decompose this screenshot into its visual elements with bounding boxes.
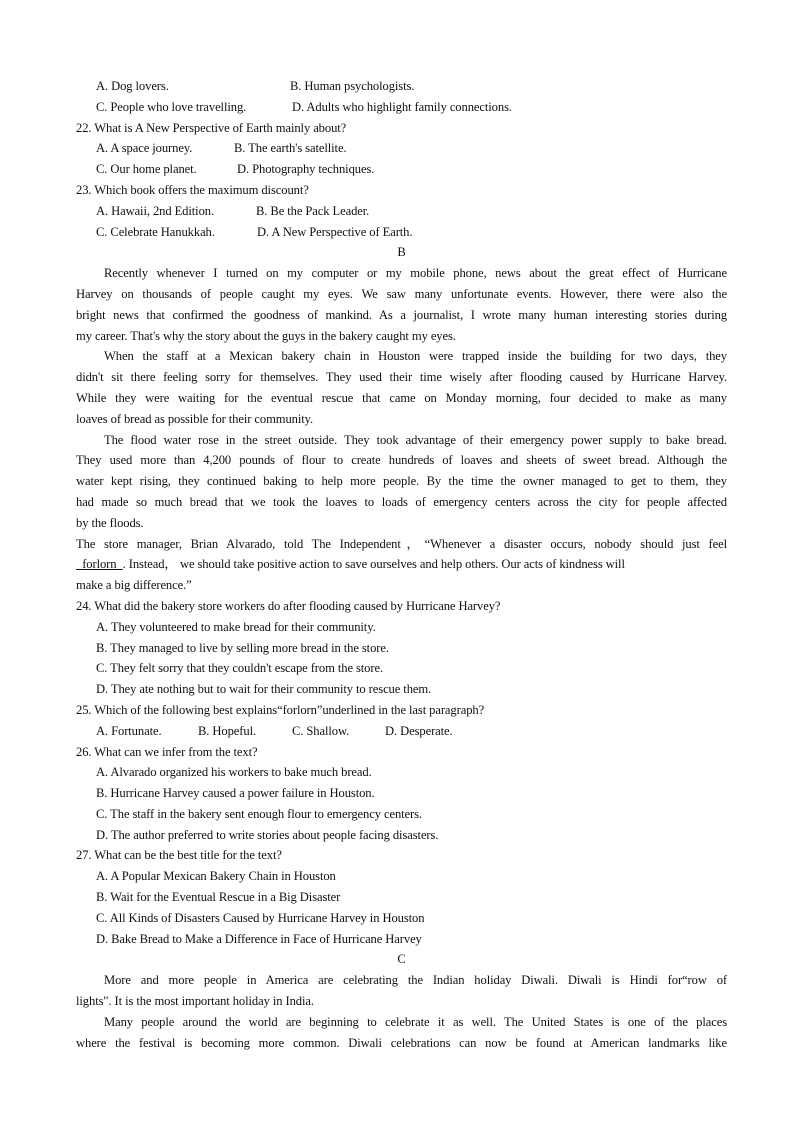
exam-page [76, 76, 727, 1053]
passage-b-p2-line-4: loaves of bread as possible for their community. [76, 411, 314, 426]
passage-c-p2-line-1: Many people around the world are beginning to celebrate it as well. The United States is one of the places [104, 1014, 727, 1029]
q23-option-c: C. Celebrate Hanukkah. [96, 224, 215, 239]
passage-b-p2-line-3: While they were waiting for the eventual rescue that came on Monday morning, four decided to make as many [76, 390, 727, 405]
q26-option-d: D. The author preferred to write stories about people facing disasters. [96, 827, 439, 842]
q24-option-c: C. They felt sorry that they couldn't escape from the store. [96, 661, 384, 676]
q22-option-d: D. Photography techniques. [237, 162, 375, 177]
passage-b-p1-line-3: bright news that confirmed the goodness of mankind. As a journalist, I wrote many human interesting stories during [76, 307, 727, 322]
q21-option-d: D. Adults who highlight family connections. [292, 99, 512, 114]
q26-stem: 26. What can we infer from the text? [76, 744, 258, 759]
passage-b-p1-line-1: Recently whenever I turned on my computer or my mobile phone, news about the great effect of Hurricane [104, 266, 727, 281]
q22-option-b: B. The earth's satellite. [234, 141, 347, 156]
passage-b-p3-line-2: They used more than 4,200 pounds of flour to create hundreds of loaves and sheets of sweet bread. Although the [76, 453, 727, 468]
passage-b-p1-line-2: Harvey on thousands of people caught my eyes. We saw many unfortunate events. However, there were also the [76, 286, 727, 301]
q21-options-row-2 [76, 97, 727, 118]
q25-options-row [76, 721, 727, 742]
q23-options-row-2 [76, 222, 727, 243]
passage-b-p2-line-1: When the staff at a Mexican bakery chain in Houston were trapped inside the building for two days, they [104, 349, 727, 364]
q27-option-d: D. Bake Bread to Make a Difference in Face of Hurricane Harvey [96, 931, 422, 946]
q21-option-b: B. Human psychologists. [290, 79, 415, 93]
passage-b-p2-line-2: didn't sit there feeling sorry for themselves. They used their time wisely after flooding caused by Hurricane Harvey. [76, 370, 727, 385]
q21-option-a: A. Dog lovers. [96, 79, 169, 93]
q23-stem: 23. Which book offers the maximum discount? [76, 182, 309, 197]
underlined-word-forlorn: _forlorn_ [76, 557, 123, 572]
q23-option-a: A. Hawaii, 2nd Edition. [96, 203, 215, 218]
section-c-heading: C [397, 952, 406, 967]
q21-options-row-1 [76, 76, 727, 97]
q22-option-a: A. A space journey. [96, 141, 193, 156]
q25-option-a: A. Fortunate. [96, 723, 162, 738]
q21-option-c: C. People who love travelling. [96, 99, 247, 114]
q27-option-c: C. All Kinds of Disasters Caused by Hurricane Harvey in Houston [96, 910, 425, 925]
passage-c-p1-line-1: More and more people in America are celebrating the Indian holiday Diwali. Diwali is Hindi for“row of [104, 973, 727, 988]
passage-c-p2-line-2: where the festival is becoming more common. Diwali celebrations can now be found at American landmarks like [76, 1035, 727, 1050]
q23-option-b: B. Be the Pack Leader. [256, 203, 370, 218]
q27-stem: 27. What can be the best title for the text? [76, 848, 282, 863]
passage-b-p4-line-2-rest: . Instead， we should take positive action to save ourselves and help others. Our acts of kindness will [122, 557, 625, 572]
q25-option-b: B. Hopeful. [198, 723, 257, 738]
q25-option-d: D. Desperate. [385, 723, 453, 738]
q22-options-row-1 [76, 138, 727, 159]
q25-option-c: C. Shallow. [292, 723, 350, 738]
q24-option-a: A. They volunteered to make bread for their community. [96, 619, 376, 634]
passage-b-p3-line-3: water kept rising, they continued baking to help more people. By the time the owner managed to get to them, they [76, 474, 727, 489]
q27-option-a: A. A Popular Mexican Bakery Chain in Houston [96, 869, 336, 884]
q26-option-b: B. Hurricane Harvey caused a power failure in Houston. [96, 786, 375, 801]
section-b-heading: B [397, 245, 406, 260]
q24-stem: 24. What did the bakery store workers do after flooding caused by Hurricane Harvey? [76, 598, 501, 613]
passage-b-p3-line-5: by the floods. [76, 515, 144, 530]
q23-option-d: D. A New Perspective of Earth. [257, 224, 413, 239]
q26-option-a: A. Alvarado organized his workers to bake much bread. [96, 765, 372, 780]
q24-option-b: B. They managed to live by selling more bread in the store. [96, 640, 389, 655]
q22-stem: 22. What is A New Perspective of Earth mainly about? [76, 120, 347, 135]
q25-stem: 25. Which of the following best explains“forlorn”underlined in the last paragraph? [76, 702, 485, 717]
q22-options-row-2 [76, 159, 727, 180]
passage-c-p1-line-2: lights". It is the most important holiday in India. [76, 994, 314, 1009]
q23-options-row-1 [76, 201, 727, 222]
q24-option-d: D. They ate nothing but to wait for their community to rescue them. [96, 682, 432, 697]
passage-b-p1-line-4: my career. That's why the story about the guys in the bakery caught my eyes. [76, 328, 456, 343]
q26-option-c: C. The staff in the bakery sent enough flour to emergency centers. [96, 806, 422, 821]
passage-b-p3-line-4: had made so much bread that we took the loaves to loads of emergency centers across the city for people affected [76, 494, 727, 509]
passage-b-p4-line-2 [76, 554, 727, 575]
q27-option-b: B. Wait for the Eventual Rescue in a Big Disaster [96, 890, 341, 905]
passage-b-p4-line-3: make a big difference.” [76, 578, 192, 593]
passage-b-p3-line-1: The flood water rose in the street outside. They took advantage of their emergency power supply to bake bread. [104, 432, 727, 447]
q22-option-c: C. Our home planet. [96, 162, 197, 177]
passage-b-p4-line-1: The store manager, Brian Alvarado, told The Independent，“Whenever a disaster occurs, nobody should just feel [76, 536, 727, 551]
